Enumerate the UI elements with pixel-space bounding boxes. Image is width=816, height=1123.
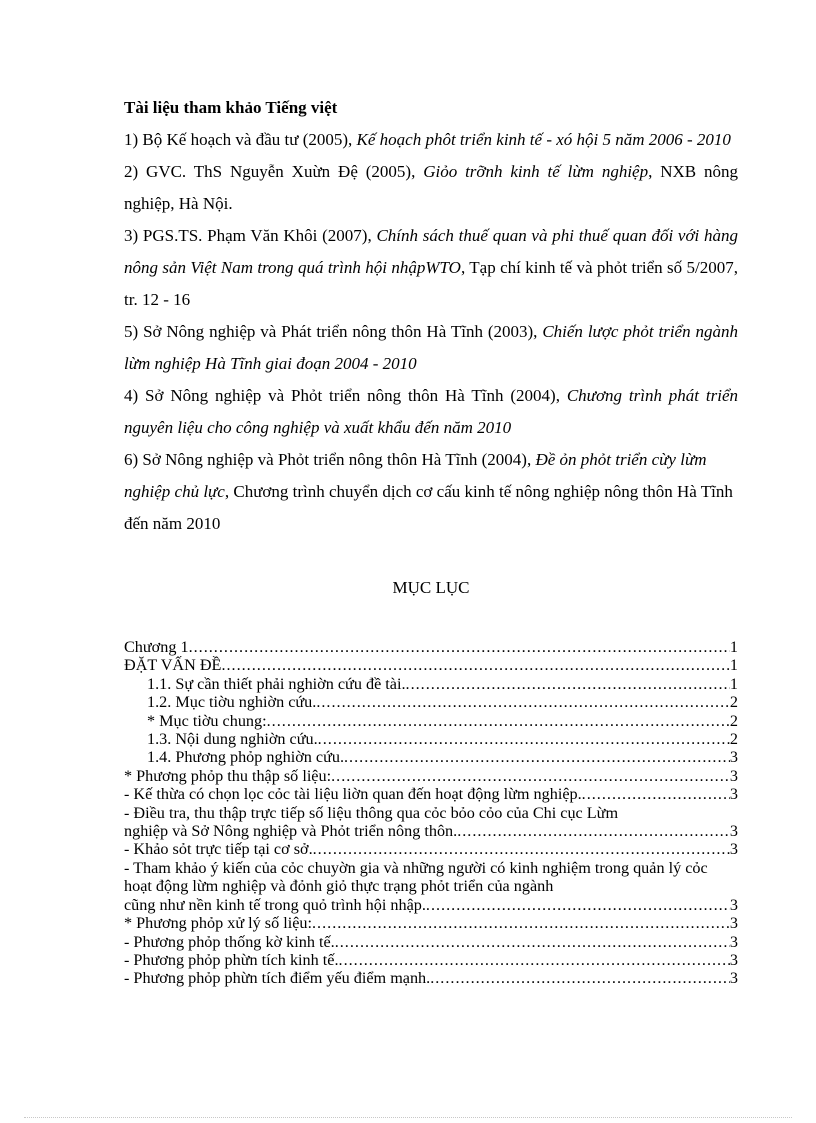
toc-leader — [221, 656, 729, 674]
reference-title: Chính sách thuế quan và phi thuế quan đối với hàng nông sản Việt Nam trong quá trình hội nhậpWTO — [124, 226, 739, 277]
reference-author: 1) Bộ Kế hoạch và đầu tư (2005), — [124, 130, 357, 149]
reference-author: 2) GVC. ThS Nguyễn Xuừn Đệ (2005), — [124, 162, 424, 181]
toc-page-number: 3 — [729, 950, 738, 969]
toc-leader — [335, 933, 730, 951]
toc-leader — [331, 767, 730, 785]
toc-page-number: 1 — [729, 656, 738, 675]
toc-page-number: 2 — [729, 730, 738, 749]
toc-page-number: 3 — [729, 766, 738, 785]
toc-entry[interactable]: - Phương phỏp thống kờ kinh tế. ..... 3 — [124, 933, 738, 951]
reference-item — [124, 220, 738, 316]
reference-title: Giỏo trỡnh kinh tế lừm nghiệp — [423, 162, 649, 181]
toc-page-number: 3 — [729, 932, 738, 951]
toc-page-number: 3 — [729, 822, 738, 841]
page-bottom-divider — [24, 1117, 792, 1118]
toc-entry[interactable]: 1.1. Sự cần thiết phải nghiờn cứu đề tài. ..... 1 — [124, 675, 738, 693]
toc-page-number: 3 — [729, 785, 738, 804]
toc-leader — [430, 969, 730, 987]
toc-page-number: 3 — [729, 748, 738, 767]
toc-leader — [318, 730, 730, 748]
toc-entry[interactable]: - Khảo sỏt trực tiếp tại cơ sở. ..... 3 — [124, 840, 738, 858]
toc-entry[interactable]: - Phương phỏp phừn tích điểm yếu điểm mạnh. ..... 3 — [124, 969, 738, 987]
reference-author: 5) Sở Nông nghiệp và Phát triển nông thôn Hà Tĩnh (2003), — [124, 322, 543, 341]
toc-page-number: 2 — [729, 693, 738, 712]
reference-title: Đề ỏn phỏt triển cừy lừm nghiệp chủ lực — [124, 450, 707, 501]
toc-leader — [457, 822, 730, 840]
reference-author: 4) Sở Nông nghiệp và Phỏt triển nông thôn Hà Tĩnh (2004), — [124, 386, 567, 405]
toc-entry[interactable]: * Phương phỏp thu thập số liệu: ..... 3 — [124, 767, 738, 785]
toc-entry[interactable]: 1.2. Mục tiờu nghiờn cứu. ..... 2 — [124, 693, 738, 711]
toc-page-number: 1 — [729, 638, 738, 656]
reference-author: 3) PGS.TS. Phạm Văn Khôi (2007), — [124, 226, 377, 245]
toc-leader — [313, 840, 730, 858]
toc-entry[interactable]: - Kế thừa có chọn lọc cỏc tài liệu liờn quan đến hoạt động lừm nghiệp. ..... 3 — [124, 785, 738, 803]
reference-publisher: , Chương trình chuyển dịch cơ cấu kinh tế nông nghiệp nông thôn Hà Tĩnh đến năm 2010 — [124, 482, 733, 533]
toc-page-number: 2 — [729, 711, 738, 730]
toc-entry[interactable]: - Phương phỏp phừn tích kinh tế. ..... 3 — [124, 951, 738, 969]
reference-publisher: , NXB nông nghiệp, Hà Nội. — [124, 162, 738, 213]
reference-publisher: , Tạp chí kinh tế và phỏt triển số 5/2007, tr. 12 - 16 — [124, 258, 738, 309]
toc-leader — [344, 748, 730, 766]
toc-leader — [189, 638, 730, 656]
toc-entry[interactable]: 1.4. Phương phỏp nghiờn cứu. ..... 3 — [124, 748, 738, 766]
toc-entry[interactable]: * Phương phỏp xử lý số liệu: ..... 3 — [124, 914, 738, 932]
toc-entry[interactable]: - Tham khảo ý kiến của cỏc chuyờn gia và những người có kinh nghiệm trong quản lý cỏc hoạt động lừm nghiệp và đỏnh giỏ thực trạng phỏt triển của ngành cũng như nền kinh tế trong quỏ trình hội nhập. ..... 3 — [124, 859, 738, 914]
reference-item — [124, 380, 738, 444]
reference-item — [124, 316, 738, 380]
toc-page-number: 3 — [729, 895, 738, 914]
toc-page-number: 3 — [729, 840, 738, 859]
table-of-contents — [124, 638, 738, 988]
toc-entry[interactable]: 1.3. Nội dung nghiờn cứu. ..... 2 — [124, 730, 738, 748]
reference-title: Chiến lược phỏt triển ngành lừm nghiệp Hà Tĩnh giai đoạn 2004 - 2010 — [124, 322, 738, 373]
toc-entry[interactable]: ĐẶT VẤN ĐỀ ..... 1 — [124, 656, 738, 674]
toc-page-number: 3 — [729, 914, 738, 933]
toc-page-number: 3 — [729, 969, 738, 988]
toc-leader — [582, 785, 730, 803]
reference-title: Kế hoạch phôt triển kinh tế - xó hội 5 năm 2006 - 2010 — [356, 130, 731, 149]
reference-author: 6) Sở Nông nghiệp và Phỏt triển nông thôn Hà Tĩnh (2004), — [124, 450, 536, 469]
reference-item — [124, 124, 738, 156]
toc-page-number: 1 — [729, 674, 738, 693]
toc-leader — [316, 693, 730, 711]
reference-item — [124, 444, 738, 540]
toc-leader — [267, 712, 730, 730]
reference-item — [124, 156, 738, 220]
toc-leader — [406, 675, 730, 693]
toc-leader — [312, 914, 730, 932]
toc-entry[interactable]: * Mục tiờu chung: ..... 2 — [124, 712, 738, 730]
toc-entry[interactable]: Chương 1 ..... 1 — [124, 638, 738, 656]
toc-leader — [426, 896, 730, 914]
toc-entry[interactable]: - Điều tra, thu thập trực tiếp số liệu thông qua cỏc bỏo cỏo của Chi cục Lừm nghiệp và Sở Nông nghiệp và Phỏt triển nông thôn. ..... 3 — [124, 804, 738, 841]
references-section — [124, 92, 738, 540]
reference-title: Chương trình phát triển nguyên liệu cho công nghiệp và xuất khẩu đến năm 2010 — [124, 386, 738, 437]
references-title: Tài liệu tham khảo Tiếng việt — [124, 98, 338, 117]
toc-title: MỤC LỤC — [392, 578, 470, 597]
toc-leader — [339, 951, 730, 969]
